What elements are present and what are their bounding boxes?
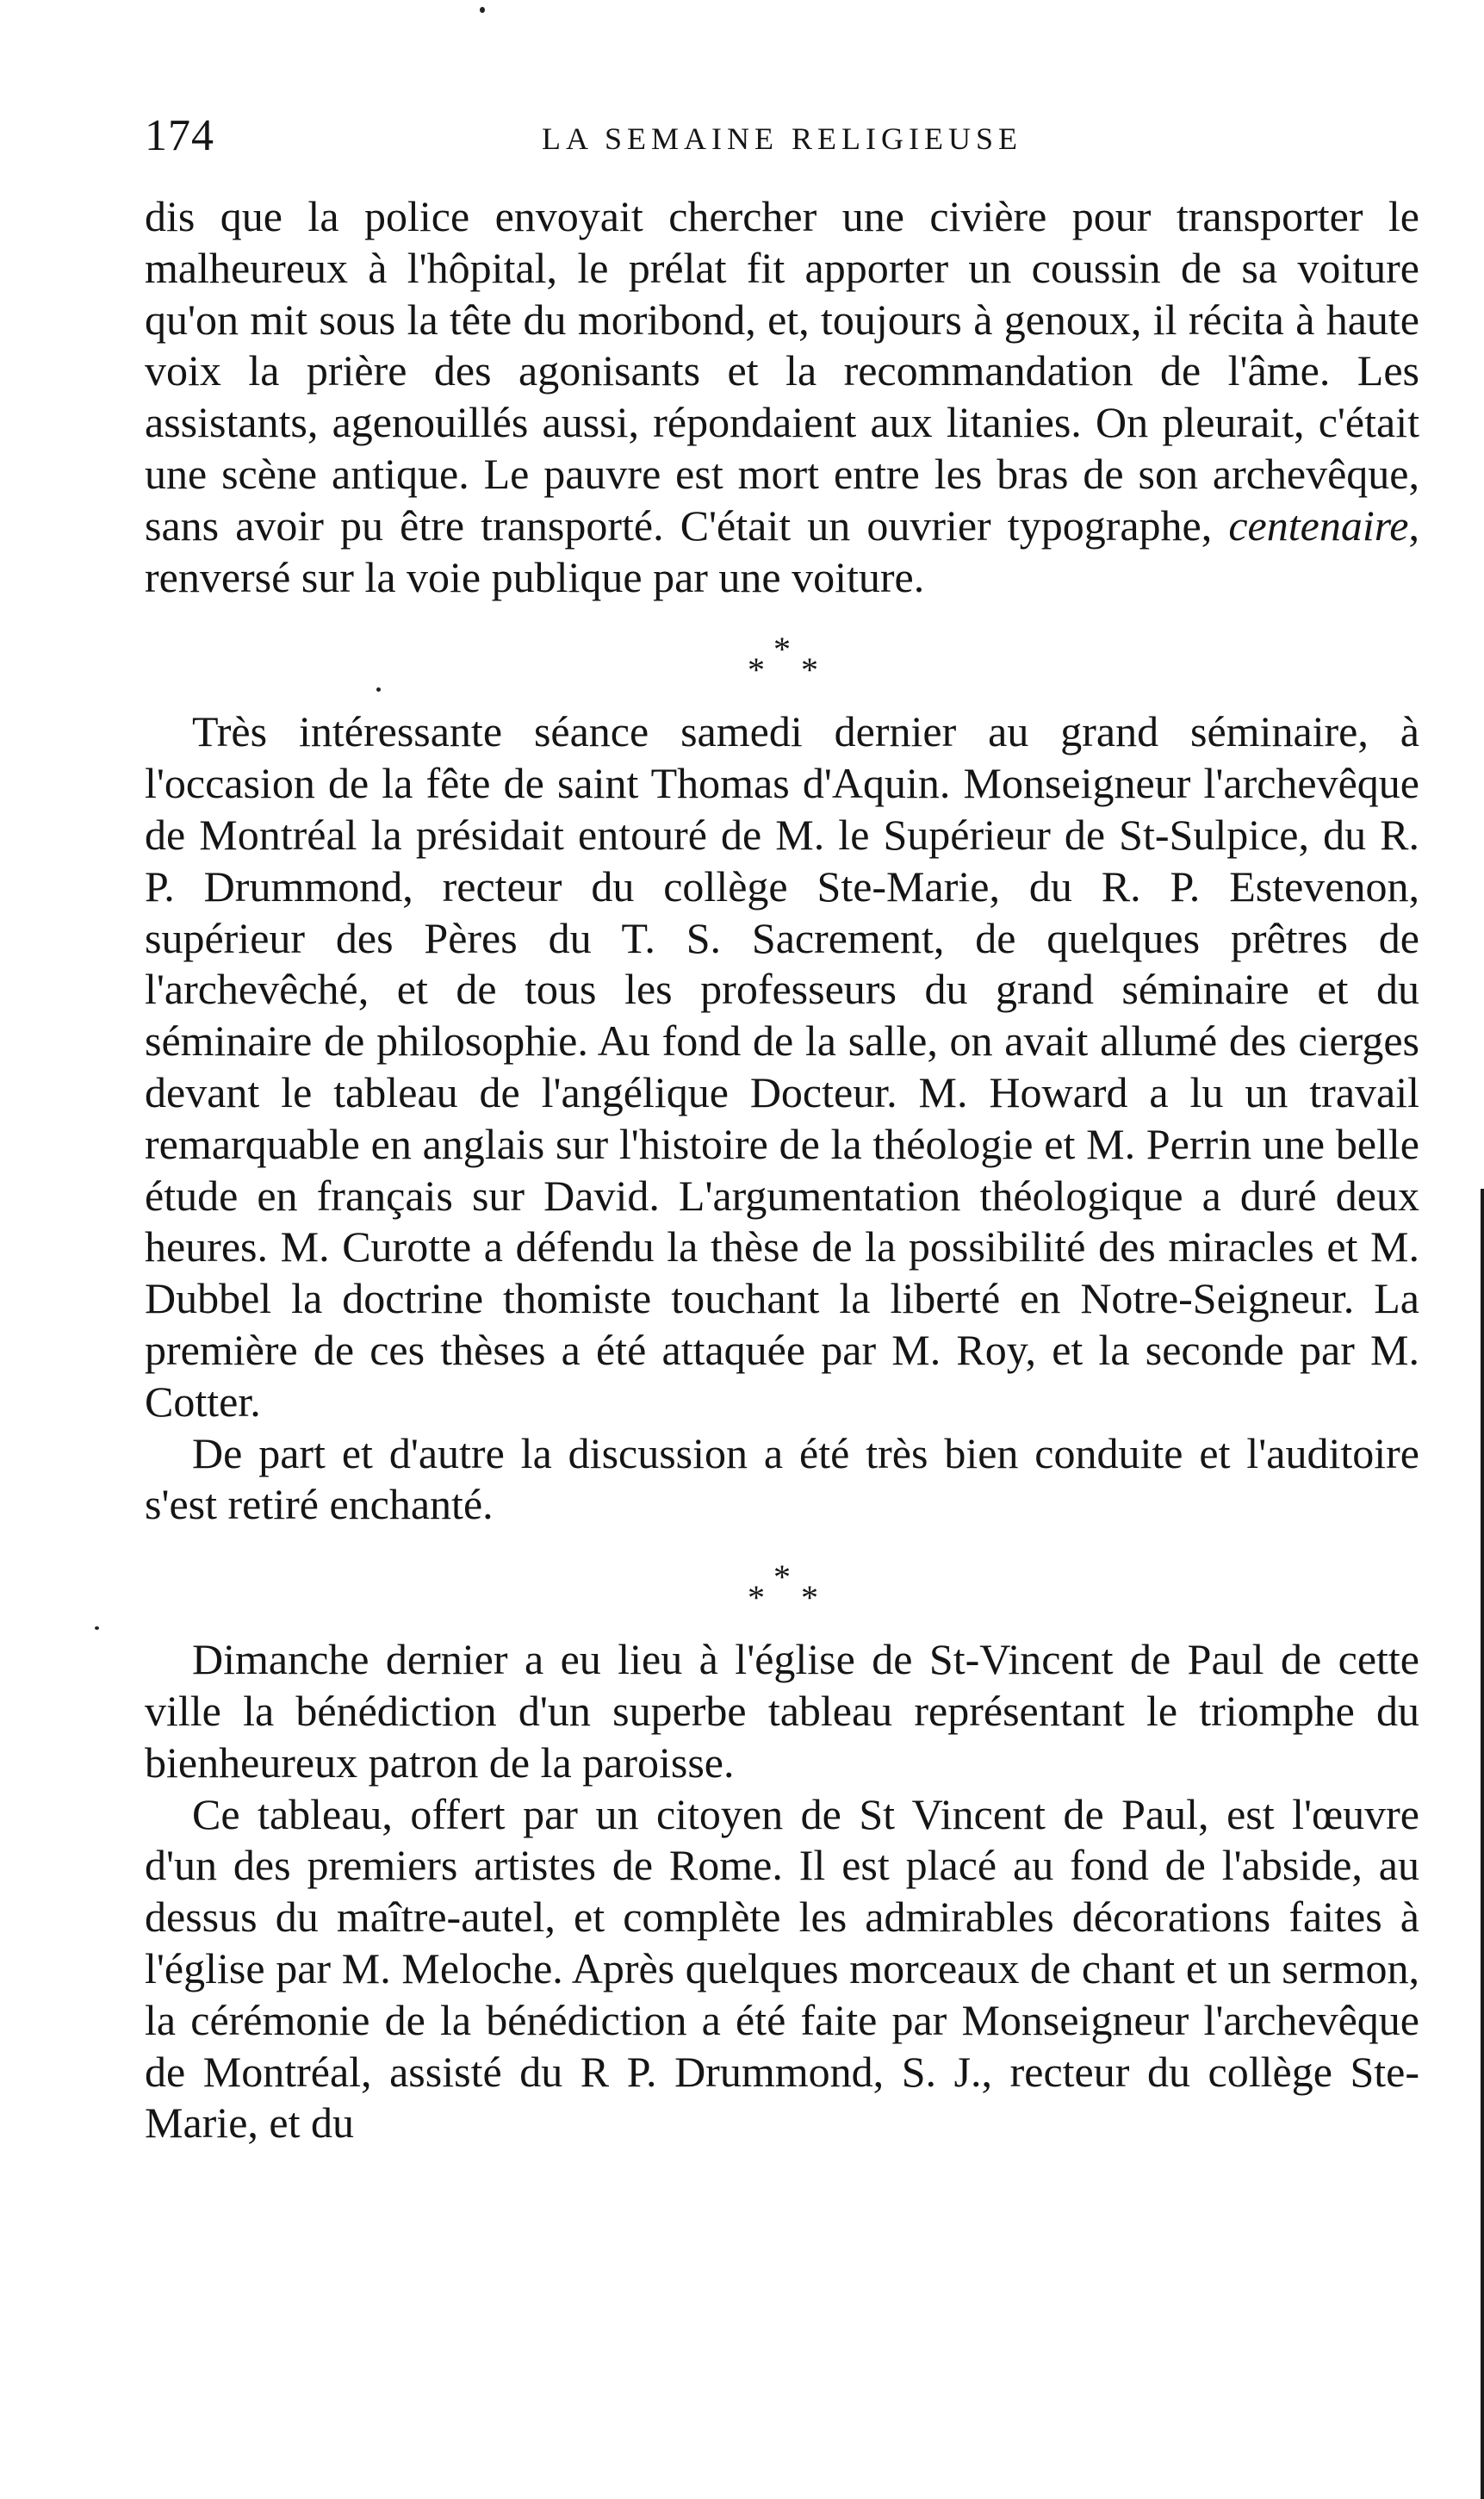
paragraph-discussion: De part et d'autre la discussion a été très bien conduite et l'auditoire s'est retiré enchanté.: [145, 1428, 1419, 1529]
page-edge-shadow: [1481, 1189, 1484, 2499]
asterism-star: *: [773, 1557, 791, 1597]
article-body: [145, 191, 1419, 2149]
asterism-star: *: [748, 650, 765, 690]
paragraph-tableau: Ce tableau, offert par un citoyen de St Vincent de Paul, est l'œuvre d'un des premiers artistes de Rome. Il est placé au fond de l'abside, au dessus du maître-autel, et complète les admirables décorations faites à l'église par M. Meloche. Après quelques morceaux de chant et un sermon, la cérémonie de la bénédiction a été faite par Monseigneur l'archevêque de Montréal, assisté du R P. Drummond, S. J., recteur du collège Ste-Marie, et du: [145, 1789, 1419, 2148]
ink-speck: [480, 7, 485, 13]
section-separator-asterism: [145, 1531, 1419, 1634]
running-title: LA SEMAINE RELIGIEUSE: [542, 121, 1022, 156]
paragraph-continuation: [145, 191, 1419, 603]
section-separator-asterism: [145, 603, 1419, 706]
paragraph-text: dis que la police envoyait chercher une civière pour transporter le malheureux à l'hôpital, le prélat fit apporter un coussin de sa voiture qu'on mit sous la tête du moribond, et, toujours à genoux, il récita à haute voix la prière des agonisants et la recommandation de l'âme. Les assistants, agenouillés aussi, répondaient aux litanies. On pleurait, c'était une scène antique. Le pauvre est mort entre les bras de son archevêque, sans avoir pu être transporté. C'était un ouvrier typographe,: [145, 192, 1419, 550]
paragraph-seminaire: Très intéressante séance samedi dernier au grand séminaire, à l'occasion de la fête de saint Thomas d'Aquin. Monseigneur l'archevêque de Montréal la présidait entouré de M. le Supérieur de St-Sulpice, du R. P. Drummond, recteur du collège Ste-Marie, du R. P. Estevenon, supérieur des Pères du T. S. Sacrement, de quelques prêtres de l'archevêché, et de tous les professeurs du grand séminaire et du séminaire de philosophie. Au fond de la salle, on avait allumé des cierges devant le tableau de l'angélique Docteur. M. Howard a lu un travail remarquable en anglais sur l'histoire de la théologie et M. Perrin une belle étude en français sur David. L'argumentation théologique a duré deux heures. M. Curotte a défendu la thèse de la possibilité des miracles et M. Dubbel la doctrine thomiste touchant la liberté en Notre-Seigneur. La première de ces thèses a été attaquée par M. Roy, et la seconde par M. Cotter.: [145, 707, 1419, 1426]
page-number: 174: [145, 111, 214, 160]
asterism-star: *: [801, 1578, 818, 1618]
running-header: [145, 110, 1419, 171]
ink-speck: [95, 1626, 99, 1630]
italic-word: centenaire: [1228, 500, 1409, 550]
asterism-star: *: [748, 1578, 765, 1618]
asterism-star: *: [801, 650, 818, 690]
asterism-star: *: [773, 630, 791, 669]
paragraph-dimanche: Dimanche dernier a eu lieu à l'église de St-Vincent de Paul de cette ville la bénédiction d'un superbe tableau représentant le triomphe du bienheureux patron de la paroisse.: [145, 1635, 1419, 1787]
paragraph-text: , renversé sur la voie publique par une voiture.: [145, 500, 1419, 601]
